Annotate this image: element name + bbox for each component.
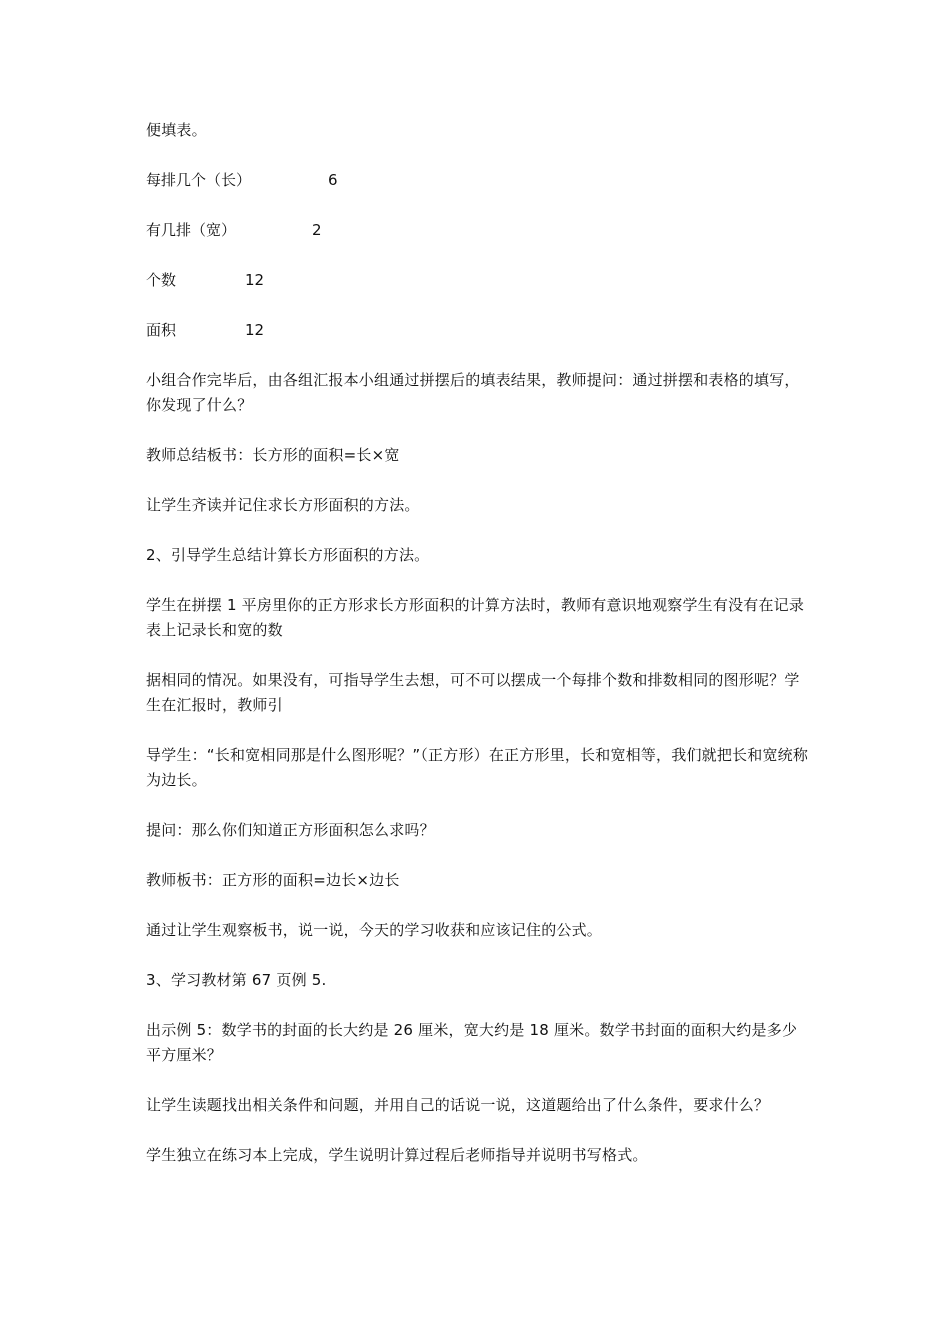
paragraph: 提问：那么你们知道正方形面积怎么求吗？	[146, 821, 435, 839]
table-label: 个数	[146, 271, 177, 289]
paragraph: 学生独立在练习本上完成，学生说明计算过程后老师指导并说明书写格式。	[146, 1146, 648, 1164]
table-label: 有几排（宽）	[146, 221, 237, 239]
table-row-width	[146, 218, 810, 243]
paragraph: 出示例 5：数学书的封面的长大约是 26 厘米，宽大约是 18 厘米。数学书封面的面积大约是多少平方厘米？	[146, 1021, 798, 1064]
paragraph: 通过让学生观察板书，说一说，今天的学习收获和应该记住的公式。	[146, 921, 603, 939]
paragraph: 学生在拼摆 1 平房里你的正方形求长方形面积的计算方法时，教师有意识地观察学生有没有在记录表上记录长和宽的数	[146, 596, 805, 639]
paragraph: 教师板书：正方形的面积=边长×边长	[146, 871, 400, 889]
section-heading: 3、学习教材第 67 页例 5.	[146, 971, 327, 989]
intro-text: 便填表。	[146, 121, 207, 139]
document-body	[146, 118, 810, 1193]
paragraph: 导学生：“长和宽相同那是什么图形呢？”（正方形）在正方形里，长和宽相等，我们就把长和宽统称为边长。	[146, 746, 809, 789]
table-value: 6	[328, 171, 338, 189]
table-label: 面积	[146, 321, 177, 339]
paragraph: 让学生读题找出相关条件和问题，并用自己的话说一说，这道题给出了什么条件，要求什么？	[146, 1096, 770, 1114]
table-value: 2	[312, 221, 322, 239]
section-heading: 2、引导学生总结计算长方形面积的方法。	[146, 546, 430, 564]
table-row-count	[146, 268, 810, 293]
paragraph: 据相同的情况。如果没有，可指导学生去想，可不可以摆成一个每排个数和排数相同的图形呢？学生在汇报时，教师引	[146, 671, 800, 714]
table-value: 12	[245, 321, 265, 339]
table-row-area	[146, 318, 810, 343]
table-value: 12	[245, 271, 265, 289]
paragraph: 小组合作完毕后，由各组汇报本小组通过拼摆后的填表结果，教师提问：通过拼摆和表格的填写，你发现了什么？	[146, 371, 800, 414]
paragraph: 让学生齐读并记住求长方形面积的方法。	[146, 496, 420, 514]
table-row-length	[146, 168, 810, 193]
paragraph: 教师总结板书：长方形的面积=长×宽	[146, 446, 400, 464]
table-label: 每排几个（长）	[146, 171, 252, 189]
